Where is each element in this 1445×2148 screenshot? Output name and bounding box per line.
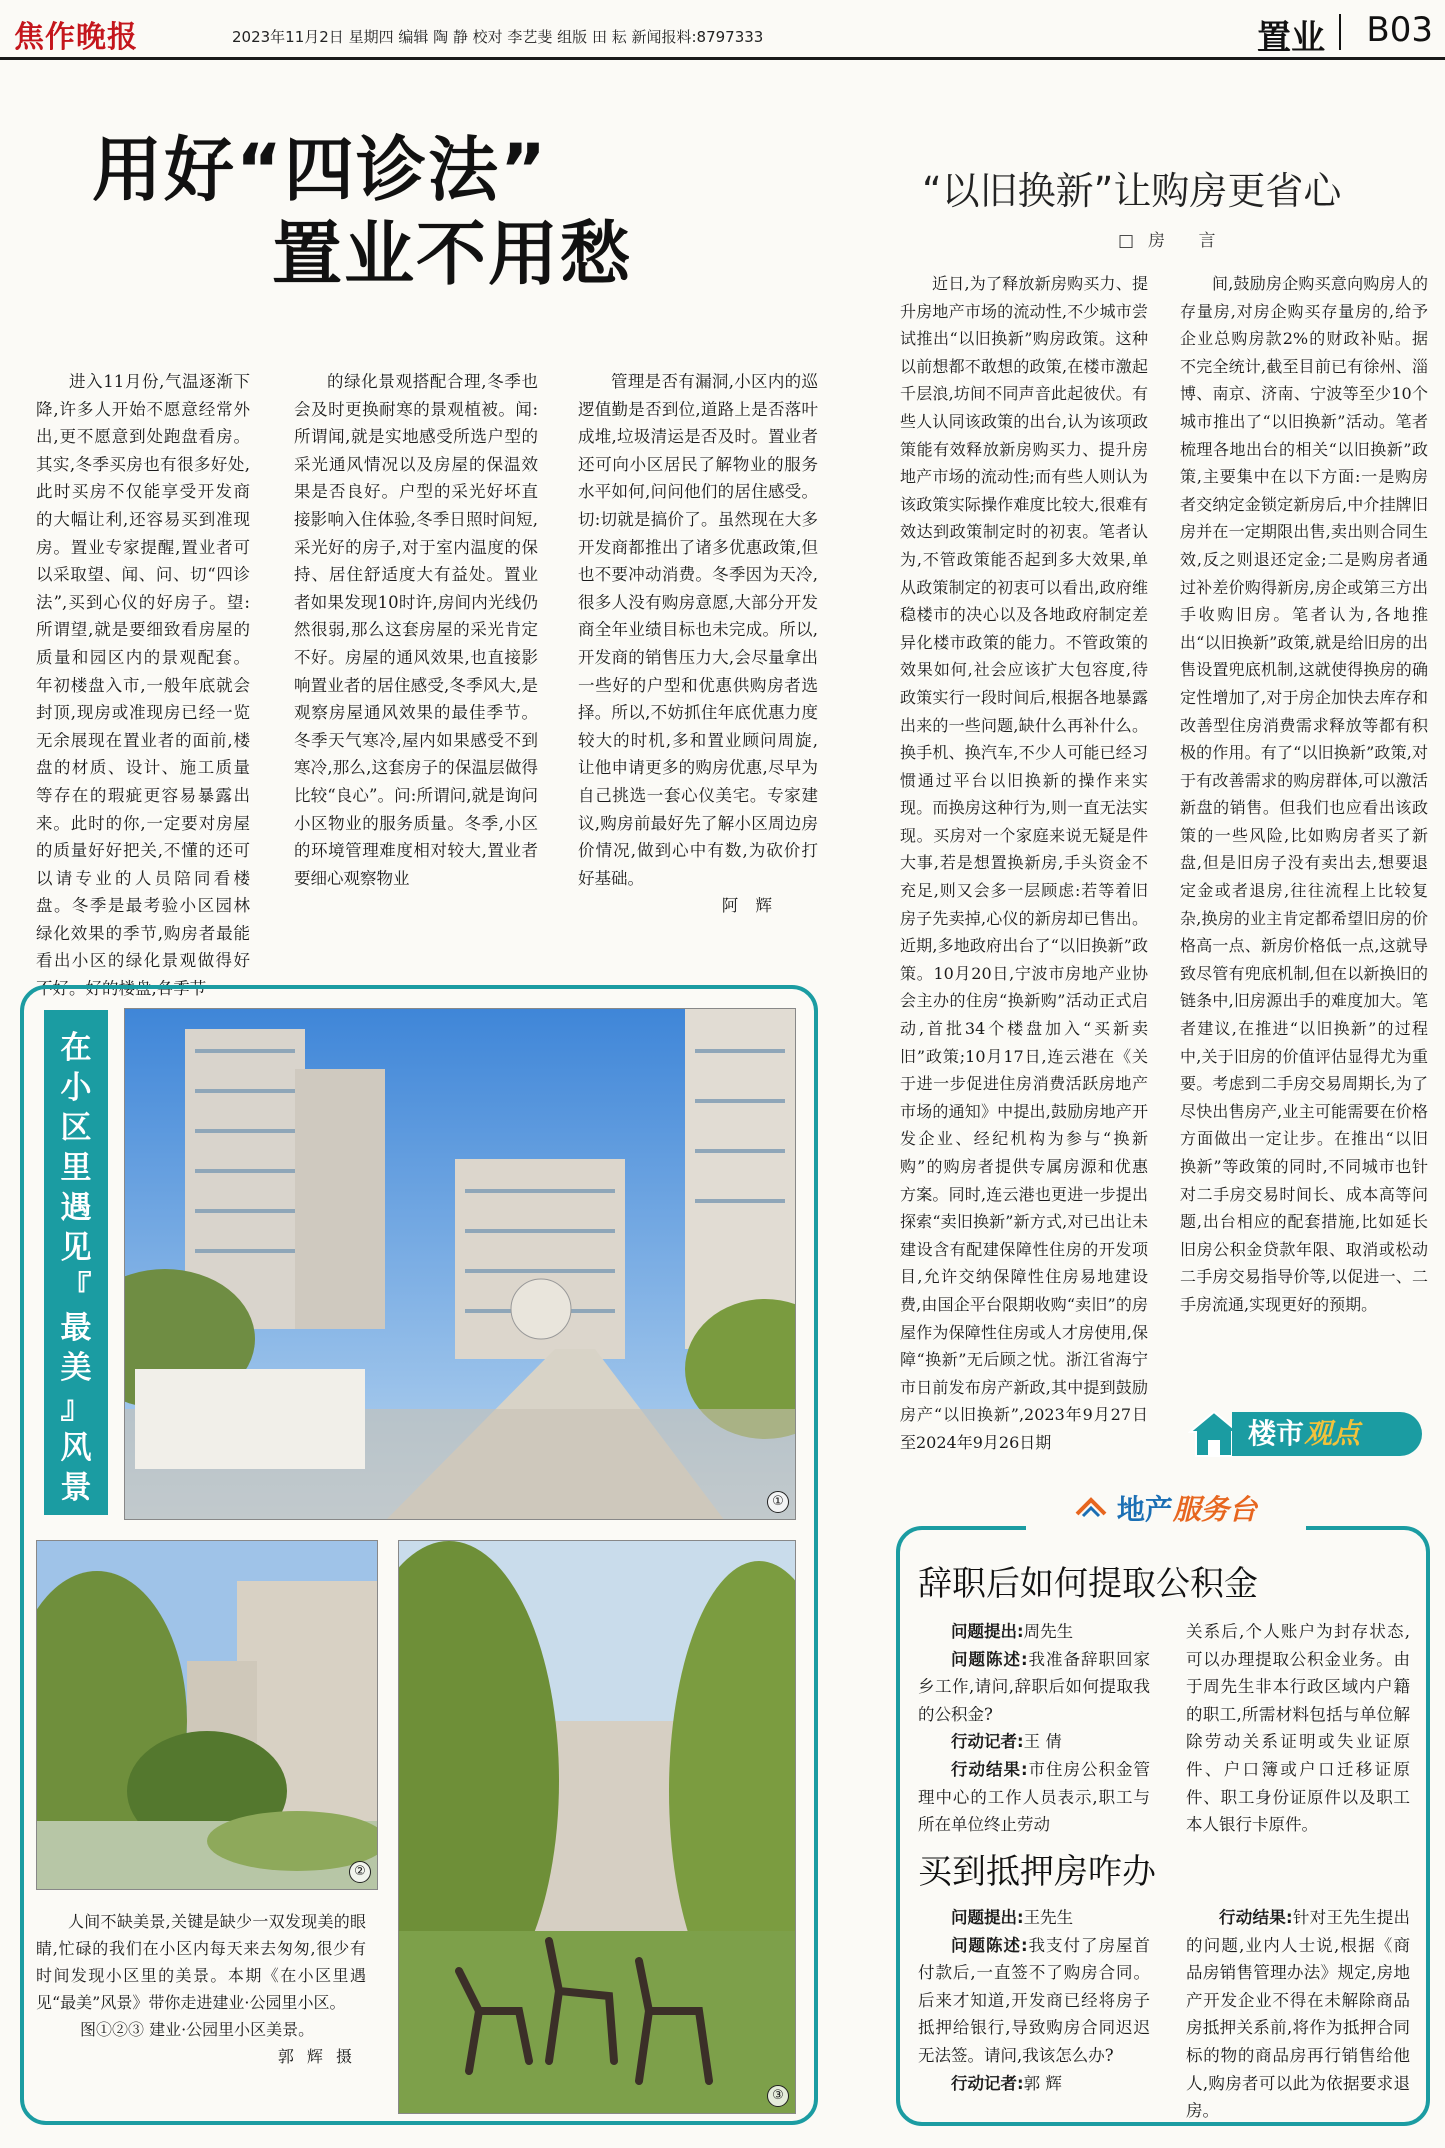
photo-title-char: 景: [60, 1470, 92, 1506]
photo-2: [36, 1540, 378, 1890]
photo-title-char: 区: [60, 1110, 92, 1146]
photo-1-image: [125, 1009, 796, 1520]
q1-title: 辞职后如何提取公积金: [918, 1564, 1258, 1604]
q2-reporter: 郭 辉: [1023, 2073, 1062, 2093]
newspaper-logo: 焦作晚报: [14, 20, 138, 55]
photo-caption: [36, 1908, 366, 2070]
article2-col1: 近日,为了释放新房购买力、提升房地产市场的流动性,不少城市尝试推出“以旧换新”购房政策。这种以前想都不敢想的政策,在楼市激起千层浪,坊间不同声音此起彼伏。有些人认同该政策的出台,认为该项政策能有效释放新房购买力、提升房地产市场的流动性;而有些人则认为该政策实际操作难度比较大,很难有效达到政策制定时的初衷。笔者认为,不管政策能否起到多大效果,单从政策制定的初衷可以看出,政府维稳楼市的决心以及各地政府制定差异化楼市政策的能力。不管政策的效果如何,社会应该扩大包容度,待政策实行一段时间后,根据各地暴露出来的一些问题,缺什么再补什么。换手机、换汽车,不少人可能已经习惯通过平台以旧换新的操作来实现。而换房这种行为,则一直无法实现。买房对一个家庭来说无疑是件大事,若是想置换新房,手头资金不充足,则又会多一层顾虑:若等着旧房子先卖掉,心仪的新房却已售出。近期,多地政府出台了“以旧换新”政策。10月20日,宁波市房地产业协会主办的住房“换新购”活动正式启动,首批34个楼盘加入“买新卖旧”政策;10月17日,连云港在《关于进一步促进住房消费活跃房地产市场的通知》中提出,鼓励房地产开发企业、经纪机构为参与“换新购”的购房者提供专属房源和优惠方案。同时,连云港也更进一步提出探索“卖旧换新”新方式,对已出让未建设含有配建保障性住房的开发项目,允许交纳保障性住房易地建设费,由国企平台限期收购“卖旧”的房屋作为保障性住房或人才房使用,保障“换新”无后顾之忧。浙江省海宁市日前发布房产新政,其中提到鼓励房产“以旧换新”,2023年9月27日至2024年9月26日期: [900, 274, 1148, 1452]
article1-headline: [92, 128, 652, 296]
q2-desc: 我支付了房屋首付款后,一直签不了购房合同。后来才知道,开发商已经将房子抵押给银行,导致购房合同迟迟无法签。请问,我该怎么办?: [918, 1935, 1150, 2065]
service-tag-a: 地产: [1116, 1493, 1173, 1526]
photo-caption-figures: 图①②③ 建业·公园里小区美景。: [80, 2020, 315, 2039]
q1-desc: 我准备辞职回家乡工作,请问,辞职后如何提取我的公积金?: [918, 1649, 1150, 1724]
article1-byline: 阿 辉: [721, 896, 778, 916]
photo-title-char: 美: [60, 1350, 92, 1386]
sticker-label-b: 观点: [1304, 1417, 1361, 1450]
q2-col1: 问题提出:王先生 问题陈述:我支付了房屋首付款后,一直签不了购房合同。后来才知道,开发商已经将房子抵押给银行,导致购房合同迟迟无法签。请问,我该怎么办? 行动记者:郭 辉: [918, 1908, 1150, 2093]
article1-title-line1: 用好“四诊法”: [92, 129, 549, 211]
service-tag-b: 服务台: [1172, 1493, 1257, 1526]
photo-feature-title: [44, 1010, 108, 1515]
article1-title-line2: 置业不用愁: [272, 213, 632, 295]
service-desk-tag: [1026, 1486, 1306, 1534]
q2-title: 买到抵押房咋办: [918, 1852, 1156, 1892]
market-view-sticker: [1188, 1408, 1428, 1460]
photo-3: [398, 1540, 796, 2114]
section-name: 置业: [1257, 18, 1325, 58]
photo-title-char: 最: [60, 1310, 92, 1346]
photo-title-char: 』: [60, 1390, 92, 1426]
q1-col1: 问题提出:周先生 问题陈述:我准备辞职回家乡工作,请问,辞职后如何提取我的公积金? 行动记者:王 倩 行动结果:市住房公积金管理中心的工作人员表示,职工与所在单位终止劳动: [918, 1622, 1150, 1835]
article2-col2: 间,鼓励房企购买意向购房人的存量房,对房企购买存量房的,给予企业总购房款2%的财政补贴。据不完全统计,截至目前已有徐州、淄博、南京、济南、宁波等至少10个城市推出了“以旧换新”活动。笔者梳理各地出台的相关“以旧换新”政策,主要集中在以下方面:一是购房者交纳定金锁定新房后,中介挂牌旧房并在一定期限出售,卖出则合同生效,反之则退还定金;二是购房者通过补差价购得新房,房企或第三方出手收购旧房。笔者认为,各地推出“以旧换新”政策,就是给旧房的出售设置兜底机制,这就使得换房的确定性增加了,对于房企加快去库存和改善型住房消费需求释放等都有积极的作用。有了“以旧换新”政策,对于有改善需求的购房群体,可以激活新盘的销售。但我们也应看出该政策的一些风险,比如购房者买了新盘,但是旧房子没有卖出去,想要退定金或者退房,往往流程上比较复杂,换房的业主肯定都希望旧房的价格高一点、新房价格低一点,这就导致尽管有兜底机制,但在以新换旧的链条中,旧房源出手的难度加大。笔者建议,在推进“以旧换新”的过程中,关于旧房的价值评估显得尤为重要。考虑到二手房交易周期长,为了尽快出售房产,业主可能需要在价格方面做出一定让步。在推出“以旧换新”等政策的同时,不同城市也针对二手房交易时间长、成本高等问题,出台相应的配套措施,比如延长旧房公积金贷款年限、取消或松动二手房交易指导价等,以促进一、二手房流通,实现更好的预期。: [1180, 274, 1428, 1314]
photo-title-char: 里: [60, 1150, 92, 1186]
article1-col2: 的绿化景观搭配合理,冬季也会及时更换耐寒的景观植被。闻:所谓闻,就是实地感受所选户型的采光通风情况以及房屋的保温效果是否良好。户型的采光好坏直接影响入住体验,冬季日照时间短,采光好的房子,对于室内温度的保持、居住舒适度大有益处。置业者如果发现10时许,房间内光线仍然很弱,那么这套房屋的采光肯定不好。房屋的通风效果,也直接影响置业者的居住感受,冬季风大,是观察房屋通风效果的最佳季节。冬季天气寒冷,屋内如果感受不到寒冷,那么,这套房子的保温层做得比较“良心”。问:所谓问,就是询问小区物业的服务质量。冬季,小区的环境管理难度相对较大,置业者要细心观察物业: [294, 372, 538, 888]
photo-3-number: ③: [767, 2085, 789, 2107]
issue-meta: 2023年11月2日 星期四 编辑 陶 静 校对 李艺斐 组版 田 耘 新闻报料:8797333: [232, 28, 764, 46]
masthead-divider: [1339, 14, 1341, 50]
article2-byline: □房 言: [1118, 231, 1230, 251]
page-number: B03: [1366, 10, 1433, 50]
article2-headline: “以旧换新”让购房更省心: [922, 169, 1342, 213]
q1-result: 市住房公积金管理中心的工作人员表示,职工与所在单位终止劳动: [918, 1759, 1150, 1835]
photo-caption-credit: 郭 辉 摄: [277, 2047, 356, 2066]
q2-col2: 行动结果:针对王先生提出的问题,业内人士说,根据《商品房销售管理办法》规定,房地产开发企业不得在未解除商品房抵押关系前,将作为抵押合同标的物的商品房再行销售给他人,购房者可以此为依据要求退房。: [1186, 1908, 1410, 2121]
q2-result: 针对王先生提出的问题,业内人士说,根据《商品房销售管理办法》规定,房地产开发企业不得在未解除商品房抵押关系前,将作为抵押合同标的物的商品房再行销售给他人,购房者可以此为依据要求退房。: [1186, 1908, 1410, 2121]
photo-title-char: 见: [60, 1230, 92, 1266]
sticker-label-a: 楼市: [1248, 1417, 1305, 1450]
photo-1-number: ①: [767, 1491, 789, 1513]
q1-asker: 周先生: [1023, 1622, 1074, 1641]
photo-2-image: [37, 1541, 378, 1890]
photo-2-number: ②: [349, 1861, 371, 1883]
photo-title-char: 遇: [60, 1190, 92, 1226]
article1-col3: 管理是否有漏洞,小区内的巡逻值勤是否到位,道路上是否落叶成堆,垃圾清运是否及时。置业者还可向小区居民了解物业的服务水平如何,问问他们的居住感受。切:切就是搞价了。虽然现在大多开发商都推出了诸多优惠政策,但也不要冲动消费。冬季因为天冷,很多人没有购房意愿,大部分开发商全年业绩目标也未完成。所以,开发商的销售压力大,会尽量拿出一些好的户型和优惠供购房者选择。所以,不妨抓住年底优惠力度较大的时机,多和置业顾问周旋,让他申请更多的购房优惠,尽早为自己挑选一套心仪美宅。专家建议,购房前最好先了解小区周边房价情况,做到心中有数,为砍价打好基础。 阿 辉: [578, 368, 818, 920]
photo-title-char: 在: [60, 1030, 92, 1066]
masthead: [0, 0, 1445, 60]
photo-title-char: 『: [60, 1270, 92, 1306]
photo-1: [124, 1008, 796, 1520]
photo-title-char: 风: [60, 1430, 92, 1466]
photo-caption-body: 人间不缺美景,关键是缺少一双发现美的眼睛,忙碌的我们在小区内每天来去匆匆,很少有时间发现小区里的美景。本期《在小区里遇见“最美”风景》带你走进建业·公园里小区。: [36, 1912, 366, 2012]
q1-col2: [1186, 1618, 1410, 1839]
article1-col1: 进入11月份,气温逐渐下降,许多人开始不愿意经常外出,更不愿意到处跑盘看房。其实,冬季买房也有很多好处,此时买房不仅能享受开发商的大幅让利,还容易买到准现房。置业专家提醒,置业者可以采取望、闻、问、切“四诊法”,买到心仪的好房子。望:所谓望,就是要细致看房屋的质量和园区内的景观配套。年初楼盘入市,一般年底就会封顶,现房或准现房已经一览无余展现在置业者的面前,楼盘的材质、设计、施工质量等存在的瑕疵更容易暴露出来。此时的你,一定要对房屋的质量好好把关,不懂的还可以请专业的人员陪同看楼盘。冬季是最考验小区园林绿化效果的季节,购房者最能看出小区的绿化景观做得好不好。好的楼盘,各季节: [36, 372, 250, 999]
q1-result-continued: 关系后,个人账户为封存状态,可以办理提取公积金业务。由于周先生非本行政区域内户籍的职工,所需材料包括与单位解除劳动关系证明或失业证原件、户口簿或户口迁移证原件、职工身份证原件以及职工本人银行卡原件。: [1186, 1622, 1410, 1835]
roof-icon: [1075, 1496, 1107, 1526]
photo-title-char: 小: [60, 1070, 92, 1106]
photo-3-image: [399, 1541, 796, 2114]
q1-reporter: 王 倩: [1023, 1732, 1062, 1752]
q2-asker: 王先生: [1023, 1908, 1074, 1927]
